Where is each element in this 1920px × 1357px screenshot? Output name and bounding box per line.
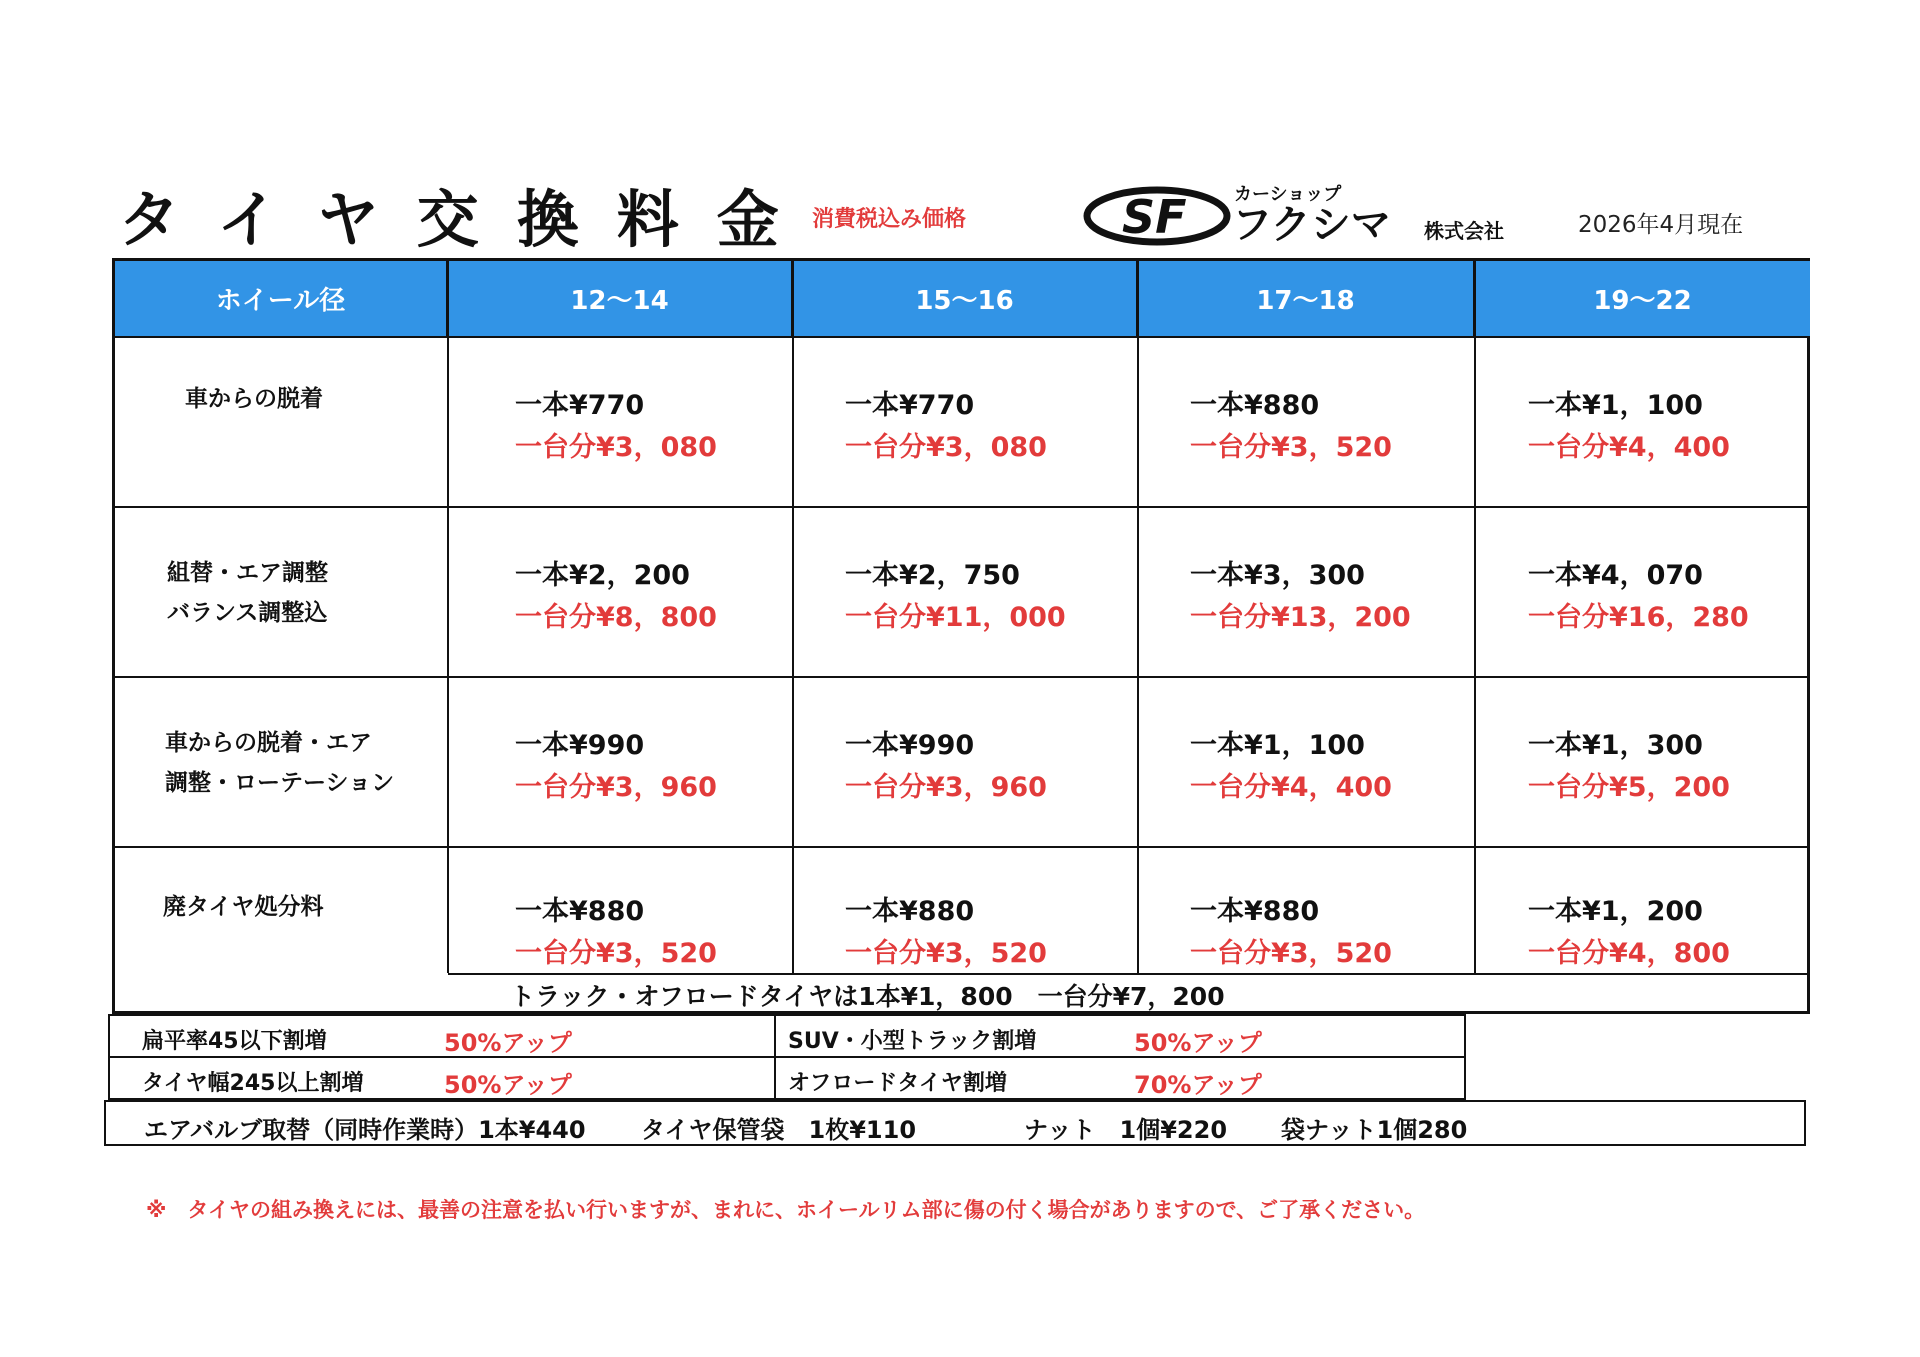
- page-title: タイヤ交換料金: [118, 183, 817, 256]
- price-cell: 一本¥880 一台分¥3，520: [1190, 896, 1392, 969]
- nut-price: ナット 1個¥220: [1024, 1116, 1228, 1144]
- price-cell: 一本¥770 一台分¥3，080: [845, 390, 1047, 463]
- price-cell: 一本¥880 一台分¥3，520: [845, 896, 1047, 969]
- extras-row: [104, 1100, 1806, 1146]
- price-cell: 一本¥1，100 一台分¥4，400: [1190, 730, 1392, 803]
- price-cell: 一本¥770 一台分¥3，080: [515, 390, 717, 463]
- header-19-22: 19～22: [1475, 261, 1810, 336]
- price-cell: 一本¥990 一台分¥3，960: [845, 730, 1047, 803]
- row-divider: [115, 506, 1807, 508]
- bag-nut-price: 袋ナット1個280: [1281, 1116, 1468, 1144]
- surcharge-label: SUV・小型トラック割増: [788, 1029, 1037, 1054]
- surcharge-value: 50%アップ: [444, 1029, 572, 1057]
- header-15-16: 15～16: [793, 261, 1138, 336]
- price-cell: 一本¥1，100 一台分¥4，400: [1528, 390, 1730, 463]
- col-divider: [447, 261, 449, 973]
- price-cell: 一本¥2，750 一台分¥11，000: [845, 560, 1066, 633]
- air-valve-price: エアバルブ取替（同時作業時）1本¥440: [144, 1116, 586, 1144]
- logo-mark: SF: [1122, 190, 1187, 244]
- row-label-mount-balance: 組替・エア調整 バランス調整込: [167, 560, 328, 626]
- row-divider: [115, 336, 1807, 338]
- header-17-18: 17～18: [1138, 261, 1475, 336]
- price-cell: 一本¥990 一台分¥3，960: [515, 730, 717, 803]
- price-cell: 一本¥3，300 一台分¥13，200: [1190, 560, 1411, 633]
- company-logo: [1082, 178, 1532, 248]
- surcharge-value: 50%アップ: [1134, 1029, 1262, 1057]
- surcharge-label: タイヤ幅245以上割増: [142, 1071, 364, 1096]
- header-12-14: 12～14: [448, 261, 793, 336]
- truck-offroad-note: トラック・オフロードタイヤは1本¥1，800 一台分¥7，200: [510, 982, 1225, 1011]
- surcharge-row: [774, 1014, 1466, 1058]
- surcharge-row: [108, 1014, 776, 1058]
- price-cell: 一本¥1，300 一台分¥5，200: [1528, 730, 1730, 803]
- tax-included-note: 消費税込み価格: [812, 207, 967, 232]
- price-table: [112, 258, 1810, 1014]
- row-label-disposal: 廃タイヤ処分料: [163, 894, 324, 920]
- row-divider: [115, 676, 1807, 678]
- price-cell: 一本¥1，200 一台分¥4，800: [1528, 896, 1730, 969]
- surcharge-label: 扁平率45以下割増: [142, 1029, 327, 1054]
- price-cell: 一本¥880 一台分¥3，520: [1190, 390, 1392, 463]
- logo-tagline: カーショップ: [1234, 184, 1342, 205]
- price-cell: 一本¥880 一台分¥3，520: [515, 896, 717, 969]
- logo-name: フクシマ: [1232, 202, 1391, 248]
- col-divider: [1474, 261, 1476, 973]
- price-cell: 一本¥4，070 一台分¥16，280: [1528, 560, 1749, 633]
- surcharge-row: [774, 1056, 1466, 1100]
- price-cell: 一本¥2，200 一台分¥8，800: [515, 560, 717, 633]
- price-date: 2026年4月現在: [1578, 212, 1744, 238]
- storage-bag-price: タイヤ保管袋 1枚¥110: [641, 1116, 917, 1144]
- surcharge-value: 50%アップ: [444, 1071, 572, 1099]
- surcharge-row: [108, 1056, 776, 1100]
- logo-suffix: 株式会社: [1424, 219, 1504, 243]
- row-label-rotation: 車からの脱着・エア 調整・ローテーション: [165, 730, 395, 796]
- col-divider: [792, 261, 794, 973]
- col-divider: [1137, 261, 1139, 973]
- surcharge-label: オフロードタイヤ割増: [788, 1071, 1007, 1096]
- row-divider: [115, 846, 1807, 848]
- footnote: ※ タイヤの組み換えには、最善の注意を払い行いますが、まれに、ホイールリム部に傷の付く場合がありますので、ご了承ください。: [146, 1198, 1426, 1222]
- surcharge-value: 70%アップ: [1134, 1071, 1262, 1099]
- header-wheel-size: ホイール径: [115, 261, 448, 336]
- row-label-removal-install: 車からの脱着: [185, 386, 323, 412]
